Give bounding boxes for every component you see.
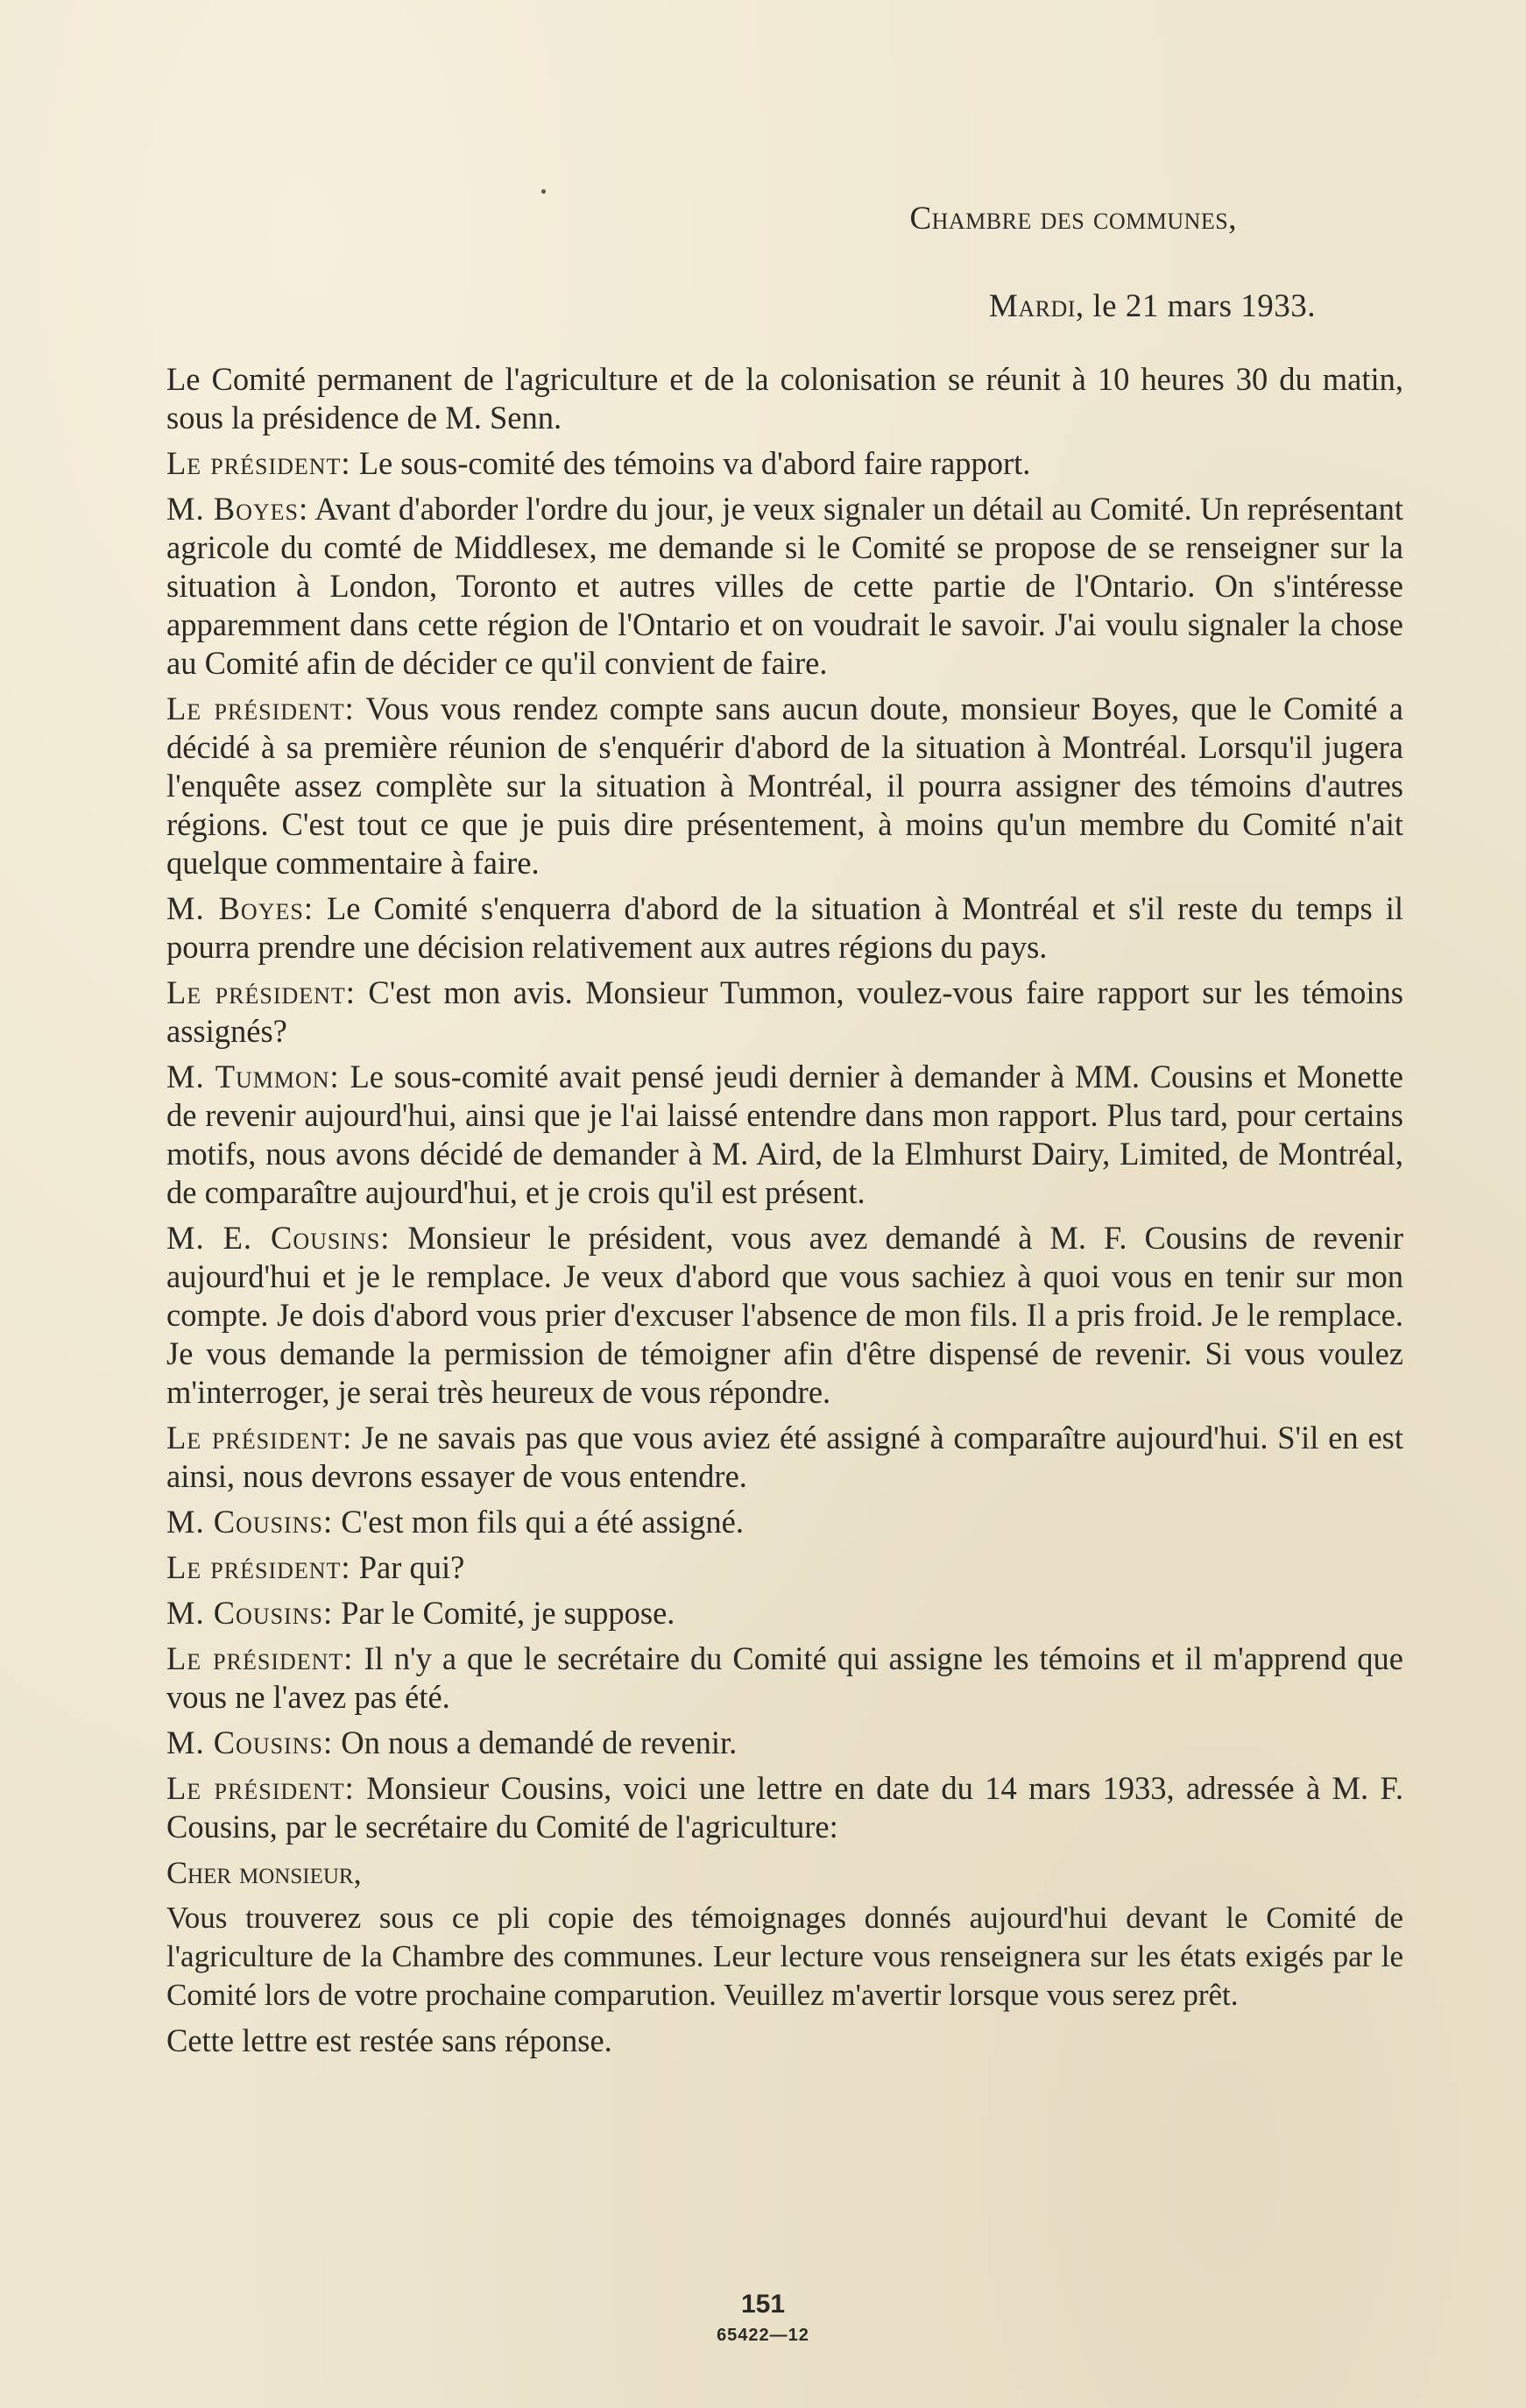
letter-salutation: Cher monsieur, [166, 1854, 362, 1890]
paragraph-text: Par qui? [350, 1548, 465, 1585]
paragraph [166, 974, 1403, 1051]
paragraph [166, 889, 1403, 967]
speaker-label: Le président: [166, 1769, 355, 1806]
page-footer [0, 2289, 1526, 2346]
paragraph [166, 1219, 1403, 1412]
print-code: 65422—12 [717, 2326, 809, 2345]
paragraph-text: Avant d'aborder l'ordre du jour, je veux signaler un détail au Comité. Un représentant agricole du comté de Middlesex, me demande si le Comité se propose de se renseigner sur la situation à London, Toronto et autres villes de cette partie de l'Ontario. On s'intéresse apparemment dans cette région de l'Ontario et on voudrait le savoir. J'ai voulu signaler la chose au Comité afin de décider ce qu'il convient de faire. [166, 490, 1403, 681]
paragraph-text: C'est mon fils qui a été assigné. [333, 1503, 744, 1540]
speaker-label: Le président: [166, 690, 355, 726]
paragraph-text: Par le Comité, je suppose. [333, 1594, 675, 1631]
quoted-letter [166, 1853, 1403, 2015]
sitting-day: Mardi, [988, 288, 1084, 325]
paragraph [166, 1503, 1403, 1541]
paragraph-text: Le Comité s'enquerra d'abord de la situation à Montréal et s'il reste du temps il pourra prendre une décision relativement aux autres régions du pays. [166, 889, 1403, 965]
speaker-label: Le président: [166, 974, 356, 1010]
paragraph-text: C'est mon avis. Monsieur Tummon, voulez-vous faire rapport sur les témoins assignés? [166, 974, 1403, 1049]
paragraph [166, 1419, 1403, 1496]
speaker-label: M. Cousins: [166, 1724, 334, 1760]
paragraph-text: Monsieur le président, vous avez demandé à M. F. Cousins de revenir aujourd'hui et je le remplace. Je veux d'abord que vous sachiez à quoi vous en tenir sur mon compte. Je dois d'abord vous prier d'excuser l'absence de mon fils. Il a pris froid. Je le remplace. Je vous demande la permission de témoigner afin d'être dispensé de revenir. Si vous voulez m'interroger, je serai très heureux de vous répondre. [166, 1219, 1403, 1410]
proceedings-text [166, 360, 1403, 2060]
paragraph [166, 1058, 1403, 1212]
closing-remark: Cette lettre est restée sans réponse. [166, 2022, 612, 2058]
speaker-label: M. Boyes: [166, 889, 314, 926]
speaker-label: M. Cousins: [166, 1594, 334, 1631]
chamber-heading: Chambre des communes, [909, 201, 1237, 237]
paragraph-text: Vous vous rendez compte sans aucun doute, monsieur Boyes, que le Comité a décidé à sa première réunion de s'enquérir d'abord de la situation à Montréal. Lorsqu'il jugera l'enquête assez complète sur la situation à Montréal, il pourra assigner des témoins d'autres régions. C'est tout ce que je puis dire présentement, à moins qu'un membre du Comité n'ait quelque commentaire à faire. [166, 690, 1404, 881]
paragraph [166, 1594, 1403, 1632]
paragraph [166, 360, 1403, 437]
paragraph [166, 490, 1403, 683]
speaker-label: Le président: [166, 1640, 354, 1676]
sitting-date [166, 287, 1316, 326]
paragraph [166, 1548, 1403, 1587]
speaker-label: M. E. Cousins: [166, 1219, 391, 1256]
speaker-label: Le président: [166, 444, 351, 481]
paragraph [166, 1769, 1403, 1846]
paragraph [166, 1640, 1403, 1717]
paragraph [166, 444, 1403, 483]
ink-speck [541, 189, 546, 194]
speaker-label: M. Boyes: [166, 490, 309, 527]
paragraph [166, 1724, 1403, 1762]
paragraph-text: On nous a demandé de revenir. [333, 1724, 738, 1760]
paragraph-text: Je ne savais pas que vous aviez été assigné à comparaître aujourd'hui. S'il en est ainsi, nous devrons essayer de vous entendre. [166, 1419, 1403, 1494]
paragraph-text: Monsieur Cousins, voici une lettre en date du 14 mars 1933, adressée à M. F. Cousins, par le secrétaire du Comité de l'agriculture: [166, 1769, 1403, 1845]
paragraph-text: Il n'y a que le secrétaire du Comité qui assigne les témoins et il m'apprend que vous ne l'avez pas été. [166, 1640, 1403, 1715]
speaker-label: M. Tummon: [166, 1058, 340, 1094]
page-number: 151 [740, 2290, 786, 2319]
speaker-label: Le président: [166, 1419, 353, 1455]
paragraph-text: Le sous-comité des témoins va d'abord faire rapport. [350, 444, 1031, 481]
paragraph [166, 690, 1403, 882]
letter-body: Vous trouverez sous ce pli copie des témoignages donnés aujourd'hui devant le Comité de l'agriculture de la Chambre des communes. Leur lecture vous renseignera sur les états exigés par le Comité lors de votre prochaine comparution. Veuillez m'avertir lorsque vous serez prêt. [166, 1900, 1403, 2012]
paragraph-text: Le Comité permanent de l'agriculture et de la colonisation se réunit à 10 heures 30 du matin, sous la présidence de M. Senn. [166, 360, 1403, 436]
paragraph-text: Le sous-comité avait pensé jeudi dernier à demander à MM. Cousins et Monette de revenir aujourd'hui, ainsi que je l'ai laissé entendre dans mon rapport. Plus tard, pour certains motifs, nous avons décidé de demander à M. Aird, de la Elmhurst Dairy, Limited, de Montréal, de comparaître aujourd'hui, et je crois qu'il est présent. [166, 1058, 1403, 1210]
sitting-date-rest: le 21 mars 1933. [1084, 288, 1316, 325]
speaker-label: Le président: [166, 1548, 351, 1585]
speaker-label: M. Cousins: [166, 1503, 334, 1540]
